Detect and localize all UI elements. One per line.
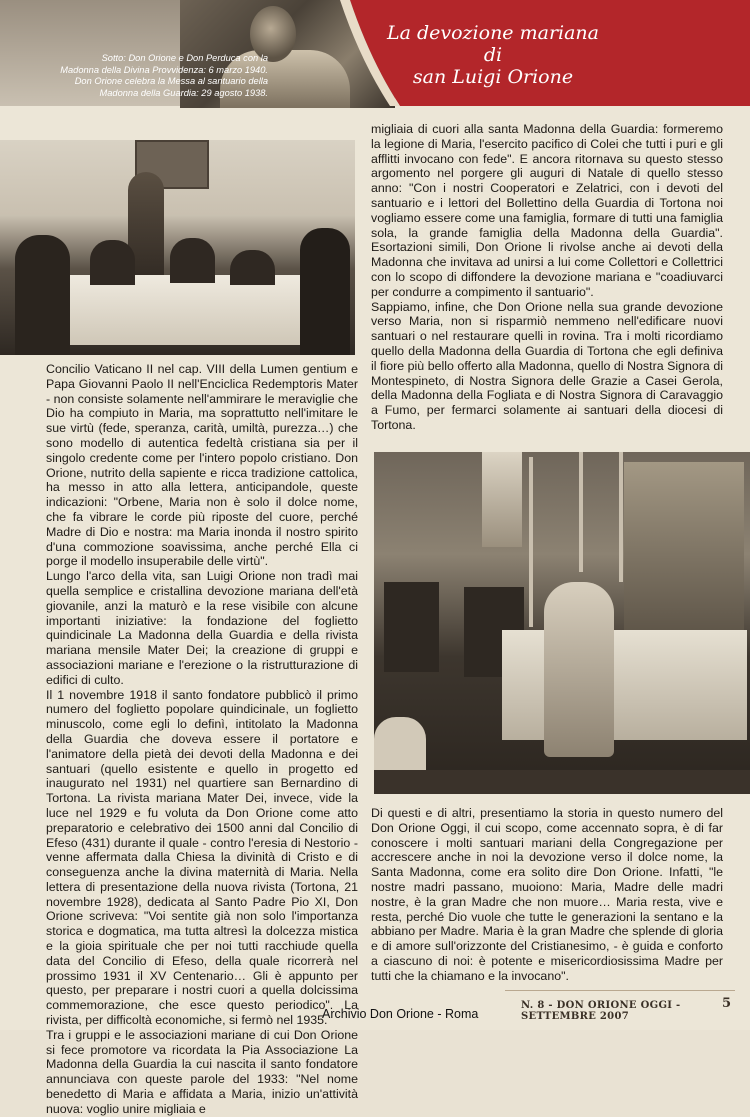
- caption-line-4: Madonna della Guardia: 29 agosto 1938.: [99, 87, 268, 98]
- article-title: [378, 22, 608, 88]
- footer-rule: [505, 990, 735, 991]
- priest-figure-1: [15, 235, 70, 355]
- altar-cloth: [502, 630, 747, 740]
- photo-dinner-table: [0, 140, 355, 355]
- altar-floor: [374, 770, 750, 794]
- left-paragraph-3: Il 1 novembre 1918 il santo fondatore pubblicò il primo numero del foglietto popolare quindicinale, un foglietto minuscolo, come egli lo definì, intitolato la Madonna della Guardia che doveva essere il portatore e l'animatore della pietà dei devoti della Madonna e dei santuari (quello esistente e quello in progetto ed inaugurato nel 1931) nel quartiere san Bernardino di Tortona. La rivista mariana Mater Dei, invece, vide la luce nel 1929 e fu voluta da Don Orione come atto preparatorio e celebrativo dei 1500 anni dal Concilio di Efeso (431) durante il quale - contro l'eresia di Nestorio - venne affermata dalla Chiesa la divinità di Cristo e di conseguenza anche la divina maternità di Maria. Nella lettera di presentazione della nuova rivista (Tortona, 21 novembre 1928), dedicata al Santo Padre Pio XI, Don Orione scriveva: "Voi sentite già non solo l'importanza storica e dogmatica, ma tutta altresì la dolcezza mistica e la gioia spirituale che per noi tutti racchiude quella data del Concilio di Efeso, della quale ricorrerà nel prossimo 1931 il XV Centenario… Gli è appunto per questo, per preparare i nostri cuori a quella dolcissima commemorazione, che esce questo periodico". La rivista, per difficoltà economiche, si fermò nel 1935.: [46, 687, 358, 1028]
- caption-line-2: Madonna della Divina Provvidenza: 6 marzo 1940.: [60, 64, 268, 75]
- priest-figure-2: [90, 240, 135, 285]
- wall-cabinet-1: [384, 582, 439, 672]
- right-top-paragraph-1: migliaia di cuori alla santa Madonna della Guardia: formeremo la legione di Maria, l'esercito pacifico di Colei che tutti i puri e gli afflitti invocano con fede". E ancora ritornava su questo stesso argomento nel porgere gli auguri di Natale di quello stesso anno: "Con i nostri Cooperatori e Zelatrici, con i devoti del santuario e i lettori del Bollettino della Guardia di Tortona noi vogliamo essere come una famiglia, formare di tutti una famiglia sola, la grande famiglia della Madonna della Guardia". Esortazioni simili, Don Orione li rivolse anche ai devoti della Madonna che invitava ad unirsi a lui come Collettori e Collettrici con lo scopo di diffondere la devozione mariana e "coadiuvarci per condurre a compimento il santuario".: [371, 122, 723, 299]
- page-number: 5: [722, 996, 732, 1011]
- issue-footer: N. 8 - DON ORIONE OGGI - SETTEMBRE 2007: [521, 1000, 681, 1022]
- caption-line-3: Don Orione celebra la Messa al santuario della: [74, 76, 268, 86]
- left-paragraph-1: Concilio Vaticano II nel cap. VIII della Lumen gentium e Papa Giovanni Paolo II nell'Enciclica Redemptoris Mater - non consiste solamente nell'ammirare le meraviglie che Dio ha compiuto in Maria, ma soprattutto nell'imitare le sue virtù (fede, speranza, carità, umiltà, purezza…) che sono modello di autentica fedeltà cristiana sia per il singolo credente come per l'intero popolo cristiano. Don Orione, nutrito della sapiente e ricca tradizione cattolica, ha messo in atto alla lettera, anticipandole, queste indicazioni: "Orbene, Maria non è solo il dolce nome, che fa vibrare le corde più riposte del cuore, perché Madre di Dio e nostra: ma Maria inonda il nostro spirito d'una commozione soavissima, anche perché Ella ci porge il modello insuperabile delle virtù".: [46, 362, 358, 569]
- priest-figure-3: [170, 238, 215, 283]
- priest-figure-5: [300, 228, 350, 355]
- caption-line-1: Sotto: Don Orione e Don Perduca con la: [101, 53, 268, 63]
- right-top-paragraph-2: Sappiamo, infine, che Don Orione nella sua grande devozione verso Maria, non si risparmiò nemmeno nell'edificare nuovi santuari o nel restaurare quelli in rovina. Tra i molti ricordiamo quello della Madonna della Guardia di Tortona che egli definiva il fiore più bello offerto alla Madonna, quello di Nostra Signora di Montespineto, di Nostra Signora delle Grazie a Casei Gerola, della Madonna della Fogliata e di Nostra Signora di Caravaggio a Fumo, per fermarci solamente ai santuari della diocesi di Tortona.: [371, 299, 723, 432]
- right-bottom-paragraph-1: Di questi e di altri, presentiamo la storia in questo numero del Don Orione Oggi, il cui scopo, come accennato sopra, è di far conoscere i molti santuari mariani della Congregazione per accrescere anche in noi la devozione verso il dolce nome, la Santa Madonna, come era solito dire Don Orione. Infatti, "le nostre madri passano, muoiono: Maria, Madre delle madri nostre, è la gran Madre che non muore… Maria resta, vive e resta, perché Dio vuole che tutte le generazioni la sentano e la abbiano per Madre. Maria è la gran Madre che splende di gloria e di amore sull'orizzonte del Cristianesimo, - è guida e conforto a ciascuno di noi: è potente e misericordiosissima Madre per tutti che la chiamano e la invocano".: [371, 806, 723, 983]
- photo-mass-sanctuary: [374, 452, 750, 794]
- title-line-2: san Luigi Orione: [412, 66, 574, 88]
- tablecloth: [70, 275, 320, 345]
- window: [482, 452, 522, 547]
- right-column-bottom-text: [371, 806, 723, 984]
- archive-stamp: Archivio Don Orione - Roma: [322, 1007, 479, 1021]
- left-paragraph-2: Lungo l'arco della vita, san Luigi Orione non tradì mai quella semplice e cristallina devozione mariana dell'età giovanile, anzi la maturò e la rese visibile con alcune importanti iniziative: la fondazione del foglietto quindicinale La Madonna della Guardia e della rivista mariana mensile Mater Dei; la creazione di gruppi e associazioni mariane e l'erezione o la ristrutturazione di edifici di culto.: [46, 569, 358, 687]
- candlestick-2: [579, 452, 583, 572]
- title-line-1: La devozione mariana di: [386, 22, 599, 66]
- photo-caption: [26, 53, 268, 99]
- right-column-top-text: [371, 122, 723, 433]
- left-column-text: [46, 362, 358, 1117]
- candlestick-1: [529, 457, 533, 627]
- candlestick-3: [619, 452, 623, 582]
- header: [0, 0, 750, 108]
- priest-figure-4: [230, 250, 275, 285]
- altar-gothic: [624, 462, 744, 632]
- celebrant-priest: [544, 582, 614, 757]
- left-paragraph-4: Tra i gruppi e le associazioni mariane di cui Don Orione si fece promotore va ricordata la Pia Associazione La Madonna della Guardia la cui nascita il santo fondatore annunciava con queste parole del 1933: "Nel nome benedetto di Maria e affidata a Maria, inizio un'attività nuova: voglio unire migliaia e: [46, 1027, 358, 1116]
